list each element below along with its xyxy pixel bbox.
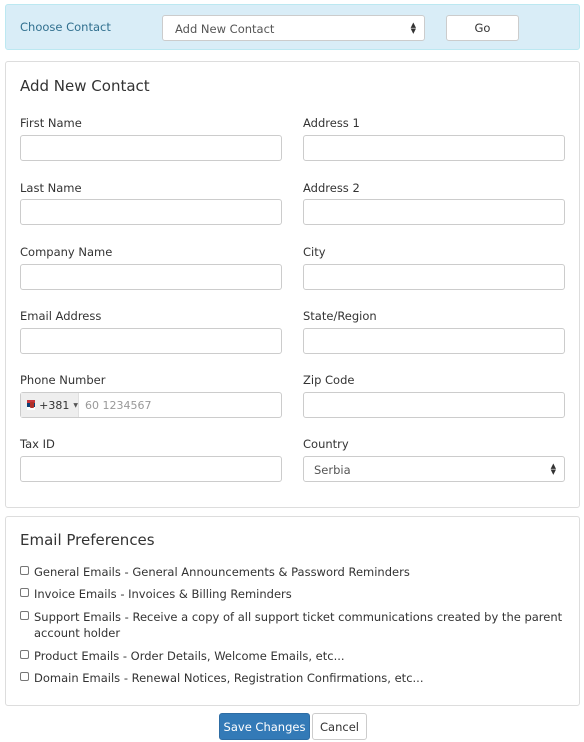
address-1-label: Address 1 [303, 116, 360, 130]
pref-product-emails[interactable] [20, 648, 565, 664]
phone-placeholder: 60 1234567 [85, 399, 152, 412]
city-field[interactable] [303, 264, 565, 290]
email-preferences-title: Email Preferences [20, 531, 155, 549]
dial-code: +381 [39, 398, 70, 412]
last-name-field[interactable] [20, 199, 282, 225]
email-preferences-panel [5, 516, 580, 706]
state-region-field[interactable] [303, 328, 565, 354]
support-emails-label: Support Emails - Receive a copy of all support ticket communications created by the parent account holder [34, 610, 563, 640]
company-name-field[interactable] [20, 264, 282, 290]
city-label: City [303, 245, 326, 259]
save-changes-button[interactable]: Save Changes [219, 713, 310, 740]
go-button[interactable]: Go [446, 15, 519, 41]
select-arrows-icon: ▲ ▼ [550, 462, 556, 476]
last-name-label: Last Name [20, 181, 82, 195]
support-emails-checkbox[interactable] [20, 611, 29, 620]
phone-number-field[interactable] [20, 392, 282, 418]
caret-down-icon: ▼ [73, 401, 78, 409]
pref-general-emails[interactable] [20, 564, 565, 580]
pref-support-emails[interactable] [20, 609, 565, 641]
country-code-dropdown[interactable] [21, 393, 79, 417]
state-region-label: State/Region [303, 309, 377, 323]
product-emails-checkbox[interactable] [20, 650, 29, 659]
pref-domain-emails[interactable] [20, 670, 565, 686]
product-emails-label: Product Emails - Order Details, Welcome Emails, etc... [34, 649, 345, 663]
contact-select-value: Add New Contact [175, 22, 275, 36]
select-arrows-icon: ▲ ▼ [410, 21, 416, 35]
invoice-emails-checkbox[interactable] [20, 588, 29, 597]
address-1-field[interactable] [303, 135, 565, 161]
zip-code-field[interactable] [303, 392, 565, 418]
add-contact-panel [5, 61, 580, 508]
tax-id-label: Tax ID [20, 437, 55, 451]
tax-id-field[interactable] [20, 456, 282, 482]
serbia-flag-icon [27, 400, 35, 410]
general-emails-label: General Emails - General Announcements & Password Reminders [34, 565, 410, 579]
contact-select[interactable] [162, 15, 425, 41]
first-name-label: First Name [20, 116, 82, 130]
company-name-label: Company Name [20, 245, 113, 259]
general-emails-checkbox[interactable] [20, 566, 29, 575]
country-label: Country [303, 437, 349, 451]
email-address-label: Email Address [20, 309, 102, 323]
country-select[interactable] [303, 456, 565, 482]
address-2-field[interactable] [303, 199, 565, 225]
address-2-label: Address 2 [303, 181, 360, 195]
choose-contact-bar [5, 4, 580, 50]
choose-contact-label: Choose Contact [20, 20, 111, 34]
domain-emails-label: Domain Emails - Renewal Notices, Registration Confirmations, etc... [34, 671, 424, 685]
pref-invoice-emails[interactable] [20, 586, 565, 602]
country-select-value: Serbia [314, 463, 351, 477]
cancel-button[interactable]: Cancel [312, 713, 367, 740]
phone-number-label: Phone Number [20, 373, 106, 387]
email-address-field[interactable] [20, 328, 282, 354]
zip-code-label: Zip Code [303, 373, 355, 387]
add-contact-title: Add New Contact [20, 77, 150, 95]
invoice-emails-label: Invoice Emails - Invoices & Billing Reminders [34, 587, 292, 601]
first-name-field[interactable] [20, 135, 282, 161]
domain-emails-checkbox[interactable] [20, 672, 29, 681]
